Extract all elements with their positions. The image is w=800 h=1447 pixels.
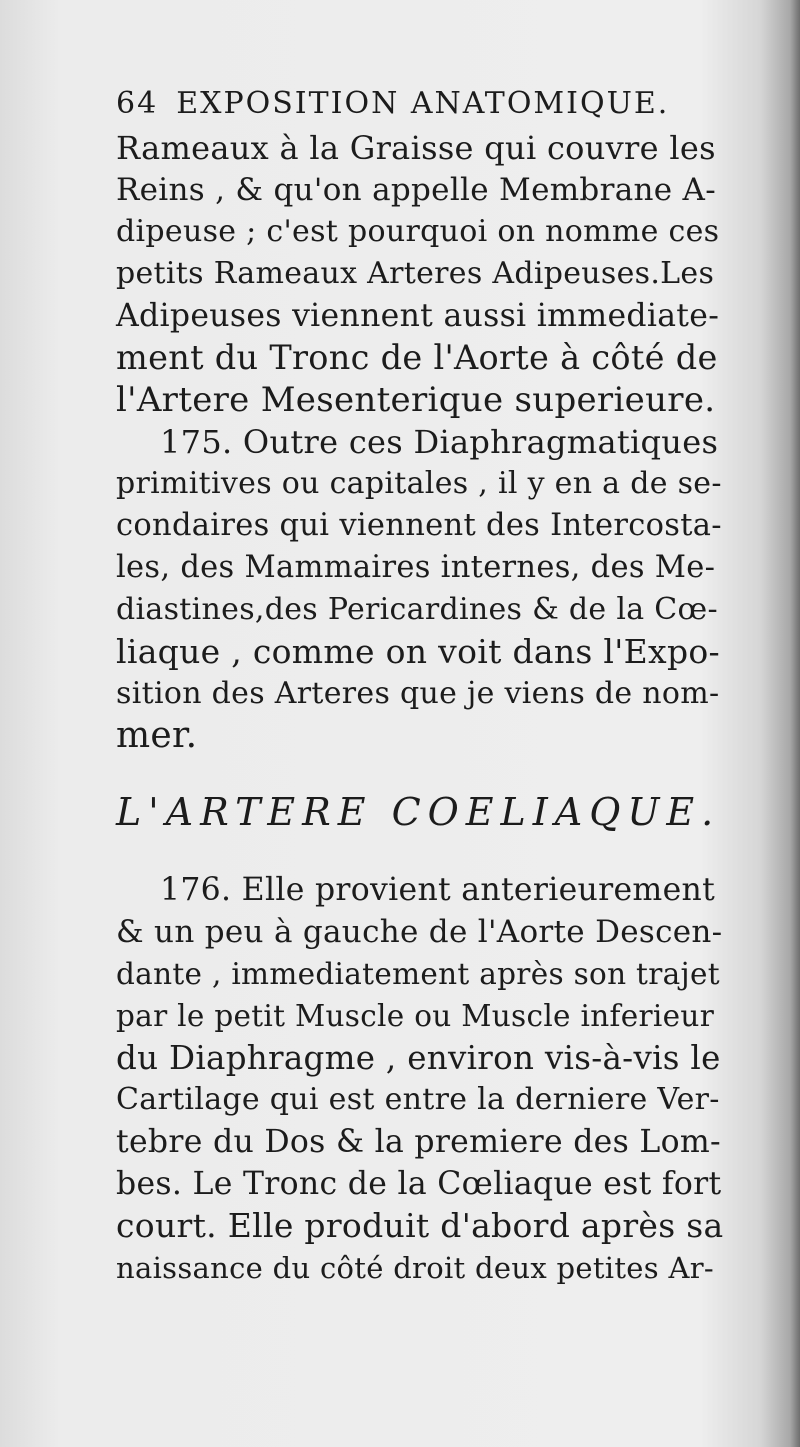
text-line: dante , immediatement après son trajet xyxy=(116,957,720,991)
text-line: dipeuse ; c'est pourquoi on nomme ces xyxy=(116,214,720,249)
text-line: les, des Mammaires internes, des Me- xyxy=(116,550,716,585)
text-line: naissance du côté droit deux petites Ar- xyxy=(116,1251,714,1285)
running-title: EXPOSITION ANATOMIQUE. xyxy=(176,86,670,121)
text-line: Adipeuses viennent aussi immediate- xyxy=(116,298,720,334)
text-line: mer. xyxy=(116,715,198,756)
text-line: & un peu à gauche de l'Aorte Descen- xyxy=(116,914,723,950)
text-line: court. Elle produit d'abord après sa xyxy=(116,1206,724,1245)
text-line: 176. Elle provient anterieurement xyxy=(160,872,716,908)
text-line: 175. Outre ces Diaphragmatiques xyxy=(160,423,719,461)
text-line: Reins , & qu'on appelle Membrane A- xyxy=(116,172,716,208)
text-line: Cartilage qui est entre la derniere Ver- xyxy=(116,1082,720,1117)
text-line: Rameaux à la Graisse qui couvre les xyxy=(116,129,716,167)
text-line: condaires qui viennent des Intercosta- xyxy=(116,508,722,543)
text-line: diastines,des Pericardines & de la Cœ- xyxy=(116,592,718,627)
text-line: du Diaphragme , environ vis-à-vis le xyxy=(116,1039,721,1077)
text-line: primitives ou capitales , il y en a de se- xyxy=(116,466,722,501)
text-line: ment du Tronc de l'Aorte à côté de xyxy=(116,338,718,377)
text-line: petits Rameaux Arteres Adipeuses.Les xyxy=(116,256,715,291)
page-number: 64 xyxy=(116,86,159,121)
section-heading: L'ARTERE COELIAQUE. xyxy=(116,790,721,834)
text-line: liaque , comme on voit dans l'Expo- xyxy=(116,632,720,671)
running-header xyxy=(116,86,722,122)
text-line: bes. Le Tronc de la Cœliaque est fort xyxy=(116,1166,722,1202)
text-line: sition des Arteres que je viens de nom- xyxy=(116,676,720,711)
text-line: l'Artere Mesenterique superieure. xyxy=(116,380,716,420)
text-line: tebre du Dos & la premiere des Lom- xyxy=(116,1124,722,1160)
text-line: par le petit Muscle ou Muscle inferieur xyxy=(116,999,715,1033)
